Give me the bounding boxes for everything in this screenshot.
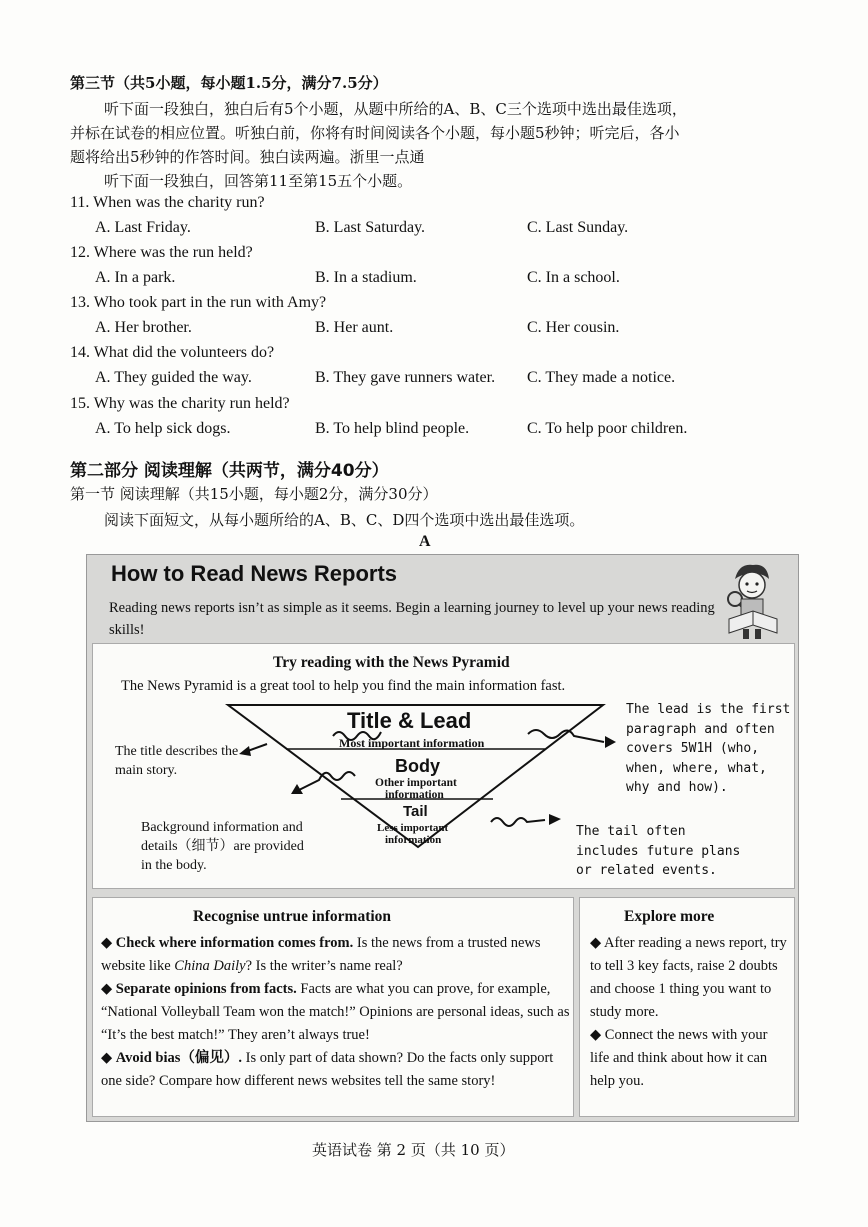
pyramid-heading: Try reading with the News Pyramid [273,654,510,671]
pyramid-tail-sub-1: Less important [377,822,449,834]
explore-bullet-2: ◆ Connect the news with your life and think about how it can help you. [590,1027,768,1089]
diamond-bullet-icon: ◆ [101,981,113,997]
pyramid-tail-sub-2: information [385,834,442,846]
explore-more-heading: Explore more [624,908,715,925]
untrue-bullets [101,932,571,1093]
passage-intro: Reading news reports isn’t as simple as it seems. Begin a learning journey to level up your news reading skills! [109,600,715,638]
q14-option-b: B. They gave runners water. [315,369,496,386]
page-footer: 英语试卷 第 2 页（共 10 页） [312,1141,515,1159]
passage-box [86,554,799,1122]
pyramid-subheading: The News Pyramid is a great tool to help you find the main information fast. [121,678,566,694]
q13-option-a: A. Her brother. [95,319,192,336]
pyramid-body-sub-2: information [385,789,444,801]
q11-option-b: B. Last Saturday. [315,219,426,236]
part2-heading: 第二部分 阅读理解（共两节，满分40分） [70,461,389,481]
news-pyramid-panel [92,643,795,889]
pyramid-body-sub-1: Other important [375,777,457,789]
untrue-info-panel [92,897,574,1117]
explore-more-panel [579,897,795,1117]
passage-title: How to Read News Reports [111,561,398,586]
q12-option-c: C. In a school. [527,269,620,286]
explore-bullet-1: ◆ After reading a news report, try to tell 3 key facts, raise 2 doubts and choose 1 thing you want to study more. [590,935,787,1020]
section3-subinstruction: 听下面一段独白，回答第11至第15五个小题。 [104,172,413,190]
question-13: 13. Who took part in the run with Amy? [70,294,327,311]
pyramid-body: Body [395,756,440,776]
diamond-bullet-icon: ◆ [590,1027,602,1043]
q12-option-a: A. In a park. [95,269,176,286]
q11-option-c: C. Last Sunday. [527,219,629,236]
q12-option-b: B. In a stadium. [315,269,417,286]
label-tail-future-plans: The tail often includes future plans or related events. [576,824,741,878]
pyramid-title-lead: Title & Lead [347,708,472,733]
part2-section1-heading: 第一节 阅读理解（共15小题，每小题2分，满分30分） [70,485,438,503]
pyramid-tail: Tail [403,803,428,820]
part2-instructions: 阅读下面短文，从每小题所给的A、B、C、D四个选项中选出最佳选项。 [104,511,585,529]
section3-instructions-3: 题将给出5秒钟的作答时间。独白读两遍。浙里一点通 [70,148,425,166]
question-12: 12. Where was the run held? [70,244,253,261]
question-14: 14. What did the volunteers do? [70,344,275,361]
untrue-bullet-3: ◆ Avoid bias（偏见）. Is only part of data shown? Do the facts only support one side? Compare how different news websites tell the same story! [101,1050,554,1089]
q13-option-c: C. Her cousin. [527,319,620,336]
label-lead-first-paragraph: The lead is the first paragraph and often covers 5W1H (who, when, where, what, why and how). [626,702,791,795]
diamond-bullet-icon: ◆ [590,935,602,951]
diamond-bullet-icon: ◆ [101,1050,113,1066]
untrue-info-heading: Recognise untrue information [193,908,392,925]
section3-instructions-1: 听下面一段独白，独白后有5个小题，从题中所给的A、B、C三个选项中选出最佳选项， [104,100,687,118]
q14-option-a: A. They guided the way. [95,369,252,386]
question-15: 15. Why was the charity run held? [70,395,290,412]
untrue-bullet-1: ◆ Check where information comes from. Is the news from a trusted news website like China Daily? Is the writer’s name real? [101,935,541,974]
passage-letter: A [419,533,431,550]
boy-reading-icon [723,559,781,641]
label-title-describes: The title describes the main story. [115,744,239,778]
explore-bullets [590,932,790,1093]
diamond-bullet-icon: ◆ [101,935,113,951]
pyramid-title-lead-sub: Most important information [339,736,485,750]
section3-heading: 第三节（共5小题，每小题1.5分，满分7.5分） [70,74,388,92]
question-11: 11. When was the charity run? [70,194,265,211]
q15-option-a: A. To help sick dogs. [95,420,231,437]
q15-option-b: B. To help blind people. [315,420,470,437]
q15-option-c: C. To help poor children. [527,420,688,437]
q14-option-c: C. They made a notice. [527,369,676,386]
section3-instructions-2: 并标在试卷的相应位置。听独白前，你将有时间阅读各个小题，每小题5秒钟；听完后，各小 [70,124,680,142]
q11-option-a: A. Last Friday. [95,219,191,236]
label-body-background: Background information and details（细节）are provided in the body. [141,820,304,873]
q13-option-b: B. Her aunt. [315,319,394,336]
untrue-bullet-2: ◆ Separate opinions from facts. Facts are what you can prove, for example, “National Volleyball Team won the match!” Opinions are personal ideas, such as “It’s the best match!” They aren’t always true! [101,981,570,1043]
